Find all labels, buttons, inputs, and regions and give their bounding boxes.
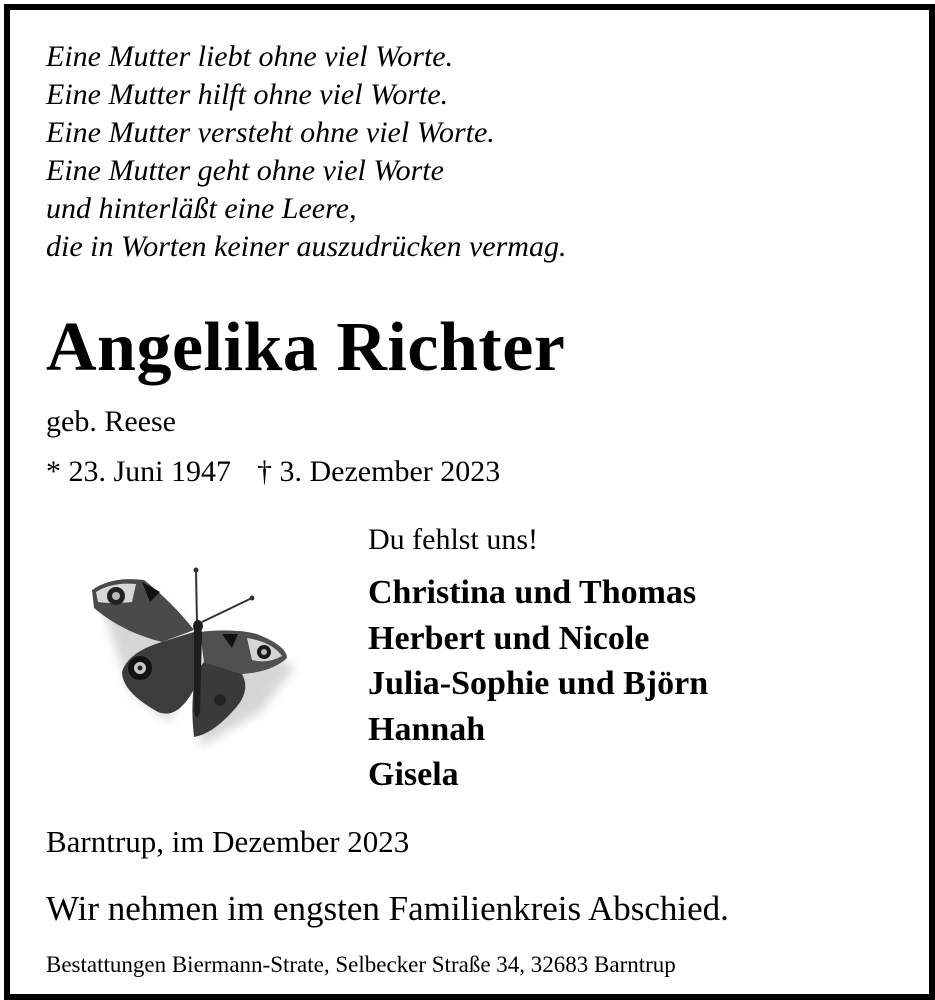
family-member: Christina und Thomas [368,574,697,611]
family-member: Julia-Sophie und Björn [368,665,709,702]
place-date: Barntrup, im Dezember 2023 [46,824,410,859]
death-date: † 3. Dezember 2023 [257,455,501,488]
poem-line: Eine Mutter versteht ohne viel Worte. [46,116,495,149]
family-member: Herbert und Nicole [368,619,650,657]
butterfly-icon [82,562,302,752]
poem-line: Eine Mutter hilft ohne viel Worte. [46,78,449,111]
deceased-name: Angelika Richter [46,309,566,386]
family-member: Gisela [368,756,459,793]
family-member: Hannah [368,710,486,748]
poem [46,38,566,266]
poem-line: die in Worten keiner auszudrücken vermag. [46,230,567,263]
birth-date: * 23. Juni 1947 [46,455,232,488]
life-dates [46,452,500,492]
missing-text: Du fehlst uns! [368,523,538,556]
farewell-text: Wir nehmen im engsten Familienkreis Abschied. [46,889,729,928]
poem-line: Eine Mutter geht ohne viel Worte [46,154,444,187]
birth-name: geb. Reese [46,405,176,438]
undertaker-info: Bestattungen Biermann-Strate, Selbecker Straße 34, 32683 Barntrup [46,952,676,977]
family-list [368,570,708,798]
poem-line: Eine Mutter liebt ohne viel Worte. [46,40,454,73]
poem-line: und hinterläßt eine Leere, [46,192,357,225]
